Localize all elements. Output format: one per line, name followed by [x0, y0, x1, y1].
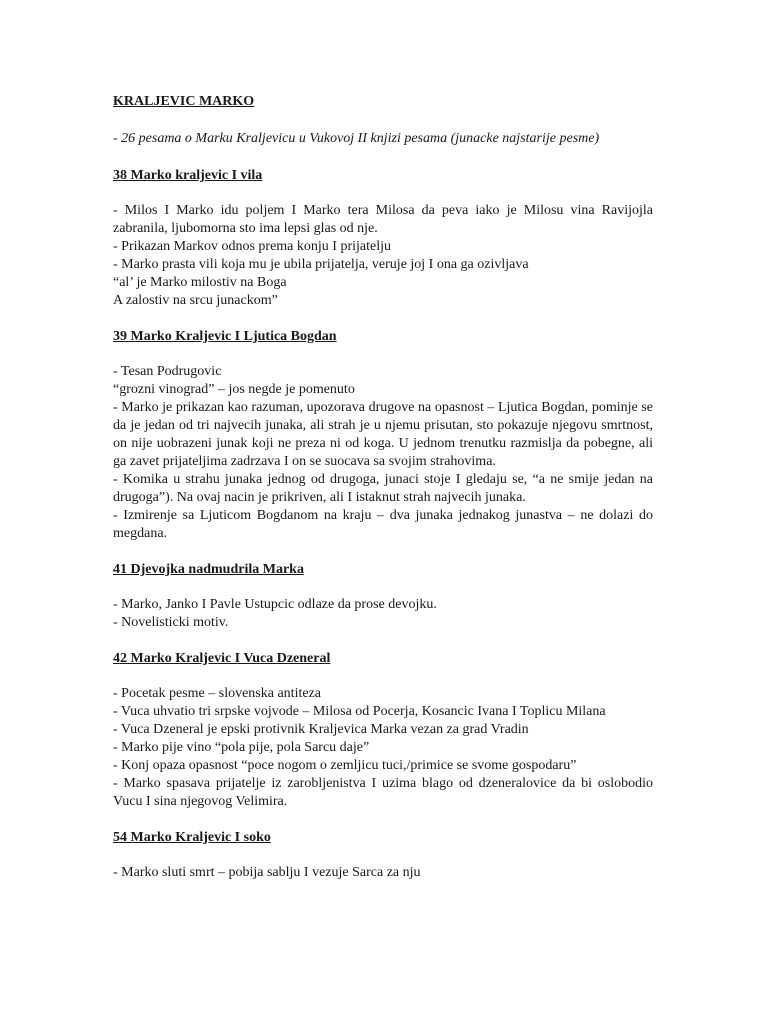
paragraph-line: - Vuca uhvatio tri srpske vojvode – Milosa od Pocerja, Kosancic Ivana I Toplicu Milana: [113, 704, 606, 719]
document-title: KRALJEVIC MARKO: [113, 94, 255, 109]
paragraph-line: - Milos I Marko idu poljem I Marko tera Milosa da peva iako je Milosu vina Ravijojla zabranila, ljubomorna sto ima lepsi glas od nje.: [113, 203, 653, 236]
section-39: [113, 328, 653, 543]
section-heading: 42 Marko Kraljevic I Vuca Dzeneral: [113, 651, 331, 666]
document-subtitle: - 26 pesama o Marku Kraljevicu u Vukovoj II knjizi pesama (junacke najstarije pesme): [113, 131, 600, 146]
section-heading: 41 Djevojka nadmudrila Marka: [113, 562, 304, 577]
section-54: [113, 829, 653, 882]
section-heading: 54 Marko Kraljevic I soko: [113, 830, 271, 845]
paragraph-line: - Vuca Dzeneral je epski protivnik Kraljevica Marka vezan za grad Vradin: [113, 722, 529, 737]
paragraph-line: - Marko spasava prijatelje iz zarobljenistva I uzima blago od dzeneralovice da bi oslobodio Vucu I sina njegovog Velimira.: [113, 776, 653, 809]
document-page: [113, 93, 653, 900]
section-heading: 39 Marko Kraljevic I Ljutica Bogdan: [113, 329, 337, 344]
paragraph-line: - Marko je prikazan kao razuman, upozorava drugove na opasnost – Ljutica Bogdan, pominje se da je jedan od tri najvecih junaka, ali strah je u njemu prisutan, sto pokazuje njegovu smrtnost, on nije uobrazeni junak koji ne preza ni od koga. U jednom trenutku razmislja da pobegne, ali ga zavet prijateljima zadrzava I on se suocava sa svojim strahovima.: [113, 400, 653, 469]
paragraph-line: - Izmirenje sa Ljuticom Bogdanom na kraju – dva junaka jednakog junastva – ne dolazi do megdana.: [113, 508, 653, 541]
paragraph-line: “grozni vinograd” – jos negde je pomenuto: [113, 382, 355, 397]
paragraph-line: - Tesan Podrugovic: [113, 364, 222, 379]
verse-line: “al’ je Marko milostiv na Boga: [113, 275, 287, 290]
paragraph-line: - Komika u strahu junaka jednog od drugoga, junaci stoje I gledaju se, “a ne smije jedan na drugoga”). Na ovaj nacin je prikriven, ali I istaknut strah najvecih junaka.: [113, 472, 653, 505]
paragraph-line: - Prikazan Markov odnos prema konju I prijatelju: [113, 239, 391, 254]
paragraph-line: - Marko sluti smrt – pobija sablju I vezuje Sarca za nju: [113, 865, 421, 880]
section-38: [113, 167, 653, 310]
paragraph-line: - Novelisticki motiv.: [113, 615, 229, 630]
paragraph-line: - Pocetak pesme – slovenska antiteza: [113, 686, 321, 701]
paragraph-line: - Marko prasta vili koja mu je ubila prijatelja, veruje joj I ona ga ozivljava: [113, 257, 529, 272]
section-heading: 38 Marko kraljevic I vila: [113, 168, 263, 183]
section-42: [113, 650, 653, 811]
paragraph-line: - Konj opaza opasnost “poce nogom o zemljicu tuci,/primice se svome gospodaru”: [113, 758, 577, 773]
paragraph-line: - Marko, Janko I Pavle Ustupcic odlaze da prose devojku.: [113, 597, 437, 612]
paragraph-line: - Marko pije vino “pola pije, pola Sarcu daje”: [113, 740, 370, 755]
verse-line: A zalostiv na srcu junackom”: [113, 293, 278, 308]
section-41: [113, 561, 653, 632]
